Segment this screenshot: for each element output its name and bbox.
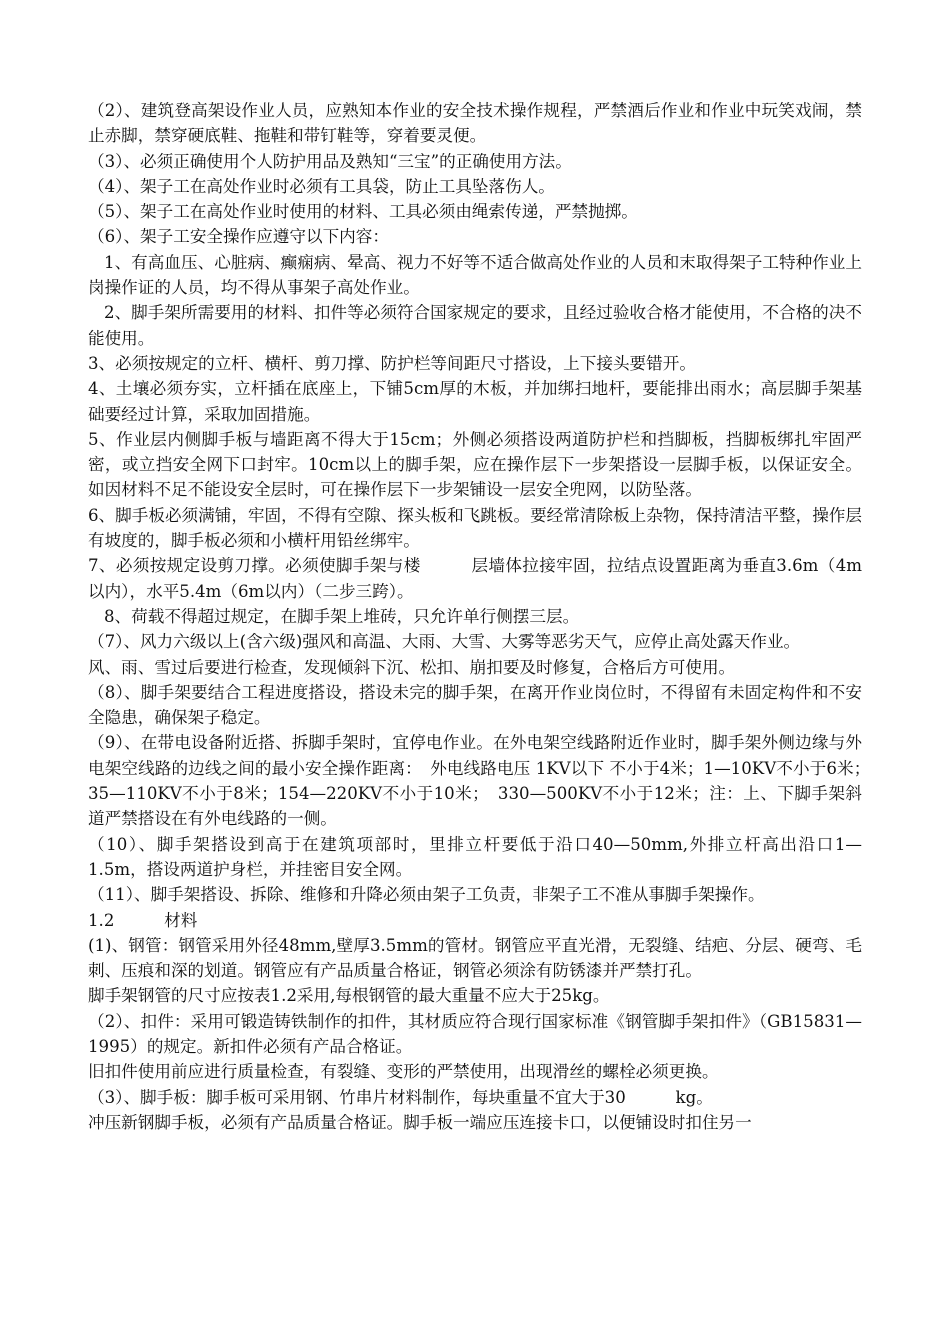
paragraph: 6、脚手板必须满铺，牢固，不得有空隙、探头板和飞跳板。要经常清除板上杂物，保持清洁平整，操作层有坡度的，脚手板必须和小横杆用铅丝绑牢。	[88, 505, 862, 551]
paragraph: （3）、脚手板：脚手板可采用钢、竹串片材料制作，每块重量不宜大于30 kg。	[88, 1087, 713, 1107]
paragraph: 8、荷载不得超过规定，在脚手架上堆砖，只允许单行侧摆三层。	[104, 606, 580, 626]
paragraph: （6）、架子工安全操作应遵守以下内容：	[88, 227, 389, 247]
paragraph: 冲压新钢脚手板，必须有产品质量合格证。脚手板一端应压连接卡口，以便铺设时扣住另一	[88, 1112, 752, 1132]
paragraph: （7）、风力六级以上(含六级)强风和高温、大雨、大雪、大雾等恶劣天气，应停止高处露天作业。	[88, 632, 801, 652]
paragraph: 4、土壤必须夯实，立杆插在底座上，下铺5cm厚的木板，并加绑扫地杆，要能排出雨水；高层脚手架基础要经过计算，采取加固措施。	[88, 379, 862, 424]
paragraph: 2、脚手架所需要用的材料、扣件等必须符合国家规定的要求，且经过验收合格才能使用，不合格的决不能使用。	[88, 303, 862, 348]
paragraph: 旧扣件使用前应进行质量检查，有裂缝、变形的严禁使用，出现滑丝的螺栓必须更换。	[88, 1062, 719, 1082]
paragraph: （9）、在带电设备附近搭、拆脚手架时，宜停电作业。在外电架空线路附近作业时，脚手架外侧边缘与外电架空线路的边线之间的最小安全操作距离： 外电线路电压 1KV以下 不小于4米；1—10KV不小于6米； 35—110KV不小于8米；154—220KV不小于10米； 330—500KV不小于12米；注：上、下脚手架斜道严禁搭设在有外电线路的一侧。	[88, 733, 879, 829]
paragraph: （2）、建筑登高架设作业人员，应熟知本作业的安全技术操作规程，严禁酒后作业和作业中玩笑戏闹，禁止赤脚，禁穿硬底鞋、拖鞋和带钉鞋等，穿着要灵便。	[88, 101, 862, 146]
paragraph: 5、作业层内侧脚手板与墙距离不得大于15cm；外侧必须搭设两道防护栏和挡脚板，挡脚板绑扎牢固严密，或立挡安全网下口封牢。10cm以上的脚手架，应在操作层下一步架搭设一层脚手板，以保证安全。如因材料不足不能设安全层时，可在操作层下一步架铺设一层安全兜网，以防坠落。	[88, 429, 862, 500]
paragraph: 7、必须按规定设剪刀撑。必须使脚手架与楼 层墙体拉接牢固，拉结点设置距离为垂直3.6m（4m以内），水平5.4m（6m以内）（二步三跨）。	[88, 556, 862, 601]
paragraph: 3、必须按规定的立杆、横杆、剪刀撑、防护栏等间距尺寸搭设，上下接头要错开。	[88, 353, 696, 373]
paragraph: （2）、扣件：采用可锻造铸铁制作的扣件，其材质应符合现行国家标准《钢管脚手架扣件》（GB15831—1995）的规定。新扣件必须有产品合格证。	[88, 1011, 862, 1056]
paragraph: (1)、钢管：钢管采用外径48mm,壁厚3.5mm的管材。钢管应平直光滑，无裂缝、结疤、分层、硬弯、毛刺、压痕和深的划道。钢管应有产品质量合格证，钢管必须涂有防锈漆并严禁打孔。	[88, 935, 862, 981]
section-heading: 1.2 材料	[88, 910, 198, 930]
paragraph: （4）、架子工在高处作业时必须有工具袋，防止工具坠落伤人。	[88, 176, 555, 196]
paragraph: 脚手架钢管的尺寸应按表1.2采用,每根钢管的最大重量不应大于25kg。	[88, 986, 610, 1006]
paragraph: 风、雨、雪过后要进行检查，发现倾斜下沉、松扣、崩扣要及时修复，合格后方可使用。	[88, 657, 736, 677]
paragraph: （3）、必须正确使用个人防护用品及熟知“三宝”的正确使用方法。	[88, 151, 572, 171]
paragraph: （5）、架子工在高处作业时使用的材料、工具必须由绳索传递，严禁抛掷。	[88, 202, 638, 222]
paragraph: （10）、脚手架搭设到高于在建筑项部时，里排立杆要低于沿口40—50mm,外排立杆高出沿口1—1.5m，搭设两道护身栏，并挂密目安全网。	[88, 834, 862, 879]
paragraph: 1、有高血压、心脏病、癫痫病、晕高、视力不好等不适合做高处作业的人员和末取得架子工特种作业上岗操作证的人员，均不得从事架子高处作业。	[88, 252, 862, 298]
paragraph: （8）、脚手架要结合工程进度搭设，搭设未完的脚手架，在离开作业岗位时，不得留有未固定构件和不安全隐患，确保架子稳定。	[88, 682, 862, 728]
document-body	[88, 98, 879, 1135]
paragraph: （11）、脚手架搭设、拆除、维修和升降必须由架子工负责，非架子工不准从事脚手架操作。	[88, 885, 765, 905]
